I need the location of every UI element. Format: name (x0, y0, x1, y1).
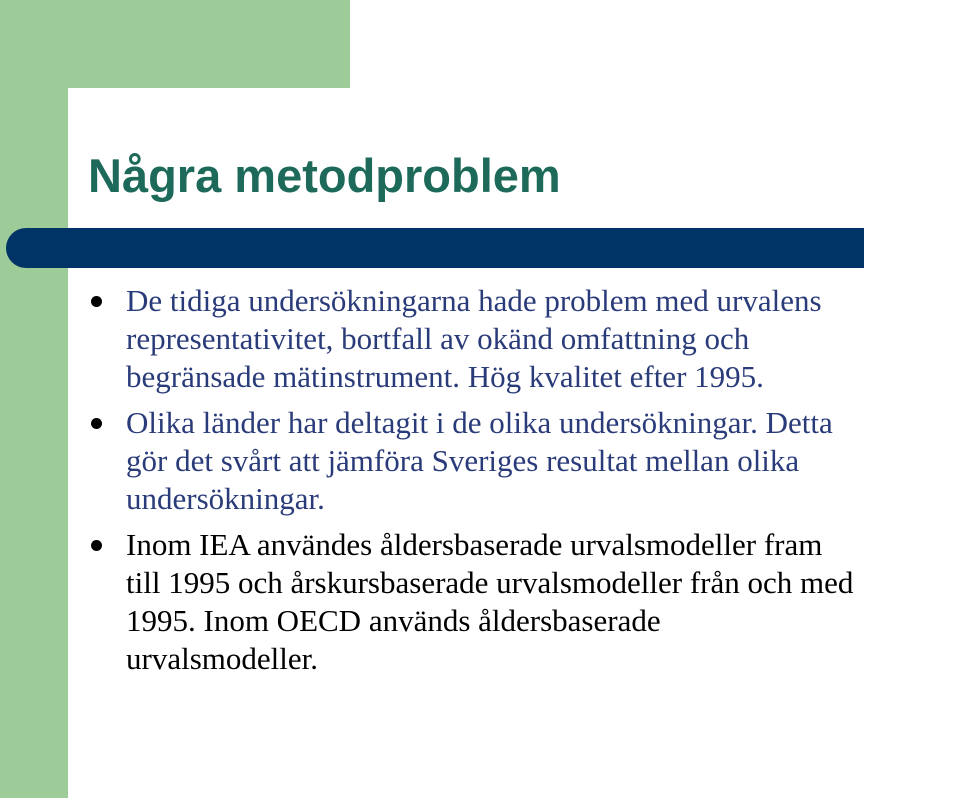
bullet-2-line-3: undersökningar. (126, 481, 325, 516)
background-accent-top (0, 0, 350, 88)
bullet-dot-icon (91, 296, 102, 307)
bullet-dot-icon (91, 418, 102, 429)
bullet-3-line-3: 1995. Inom OECD används åldersbaserade (126, 603, 661, 638)
bullet-1-line-1: De tidiga undersökningarna hade problem med urvalens (126, 283, 822, 318)
bullet-item-1 (88, 282, 960, 396)
bullet-item-2 (88, 404, 960, 518)
title-divider-bar (6, 228, 864, 268)
bullet-2-line-1: Olika länder har deltagit i de olika undersökningar. Detta (126, 405, 833, 440)
bullet-3-line-2: till 1995 och årskursbaserade urvalsmodeller från och med (126, 565, 854, 600)
bullet-1-line-2: representativitet, bortfall av okänd omfattning och (126, 321, 750, 356)
bullet-3-line-4: urvalsmodeller. (126, 641, 318, 676)
bullet-1-line-3: begränsade mätinstrument. Hög kvalitet efter 1995. (126, 359, 764, 394)
bullet-item-3 (88, 526, 960, 678)
bullet-dot-icon (91, 540, 102, 551)
background-accent-left (0, 0, 68, 798)
slide-title: Några metodproblem (88, 149, 561, 202)
bullet-list (88, 282, 960, 678)
bullet-2-line-2: gör det svårt att jämföra Sveriges resultat mellan olika (126, 443, 800, 478)
bullet-3-line-1: Inom IEA användes åldersbaserade urvalsmodeller fram (126, 527, 823, 562)
